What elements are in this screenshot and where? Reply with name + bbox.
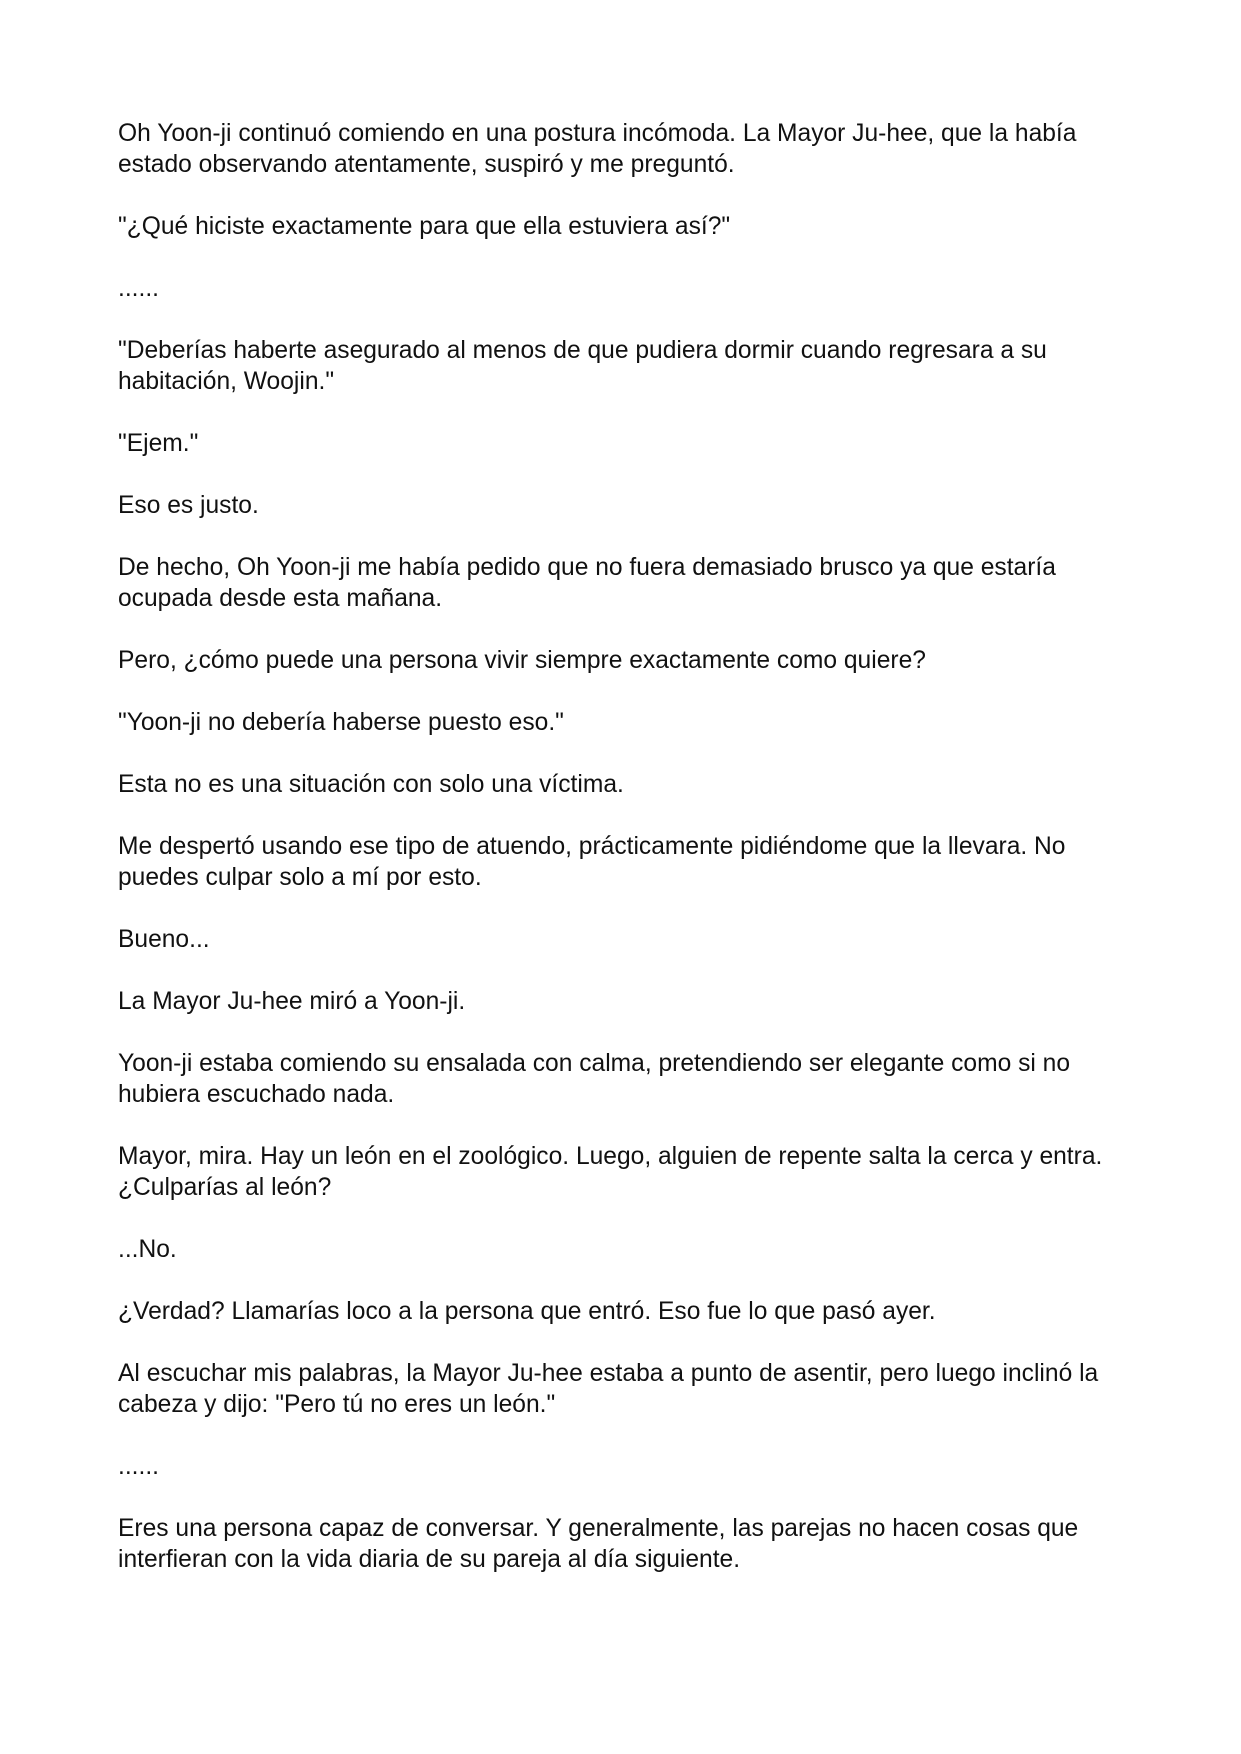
paragraph: Al escuchar mis palabras, la Mayor Ju-hee estaba a punto de asentir, pero luego inclinó la cabeza y dijo: "Pero tú no eres un león." <box>118 1360 1099 1418</box>
paragraph: "Deberías haberte asegurado al menos de que pudiera dormir cuando regresara a su habitación, Woojin." <box>118 337 1047 395</box>
paragraph: Me despertó usando ese tipo de atuendo, prácticamente pidiéndome que la llevara. No puedes culpar solo a mí por esto. <box>118 833 1066 891</box>
paragraph: "Ejem." <box>118 430 199 457</box>
paragraph: Pero, ¿cómo puede una persona vivir siempre exactamente como quiere? <box>118 647 926 674</box>
paragraph: Bueno... <box>118 926 210 953</box>
paragraph: De hecho, Oh Yoon-ji me había pedido que no fuera demasiado brusco ya que estaría ocupada desde esta mañana. <box>118 554 1056 612</box>
paragraph: Eso es justo. <box>118 492 259 519</box>
paragraph: Eres una persona capaz de conversar. Y generalmente, las parejas no hacen cosas que interfieran con la vida diaria de su pareja al día siguiente. <box>118 1515 1079 1573</box>
paragraph: ...No. <box>118 1236 177 1263</box>
paragraph: Esta no es una situación con solo una víctima. <box>118 771 624 798</box>
paragraph: ...... <box>118 275 159 302</box>
paragraph: Mayor, mira. Hay un león en el zoológico. Luego, alguien de repente salta la cerca y entra. ¿Culparías al león? <box>118 1143 1103 1201</box>
paragraph: "¿Qué hiciste exactamente para que ella estuviera así?" <box>118 213 731 240</box>
paragraph: ...... <box>118 1453 159 1480</box>
paragraph: Oh Yoon-ji continuó comiendo en una postura incómoda. La Mayor Ju-hee, que la había estado observando atentamente, suspiró y me preguntó. <box>118 120 1077 178</box>
paragraph: La Mayor Ju-hee miró a Yoon-ji. <box>118 988 466 1015</box>
paragraph: Yoon-ji estaba comiendo su ensalada con calma, pretendiendo ser elegante como si no hubiera escuchado nada. <box>118 1050 1071 1108</box>
paragraph: "Yoon-ji no debería haberse puesto eso." <box>118 709 564 736</box>
paragraph: ¿Verdad? Llamarías loco a la persona que entró. Eso fue lo que pasó ayer. <box>118 1298 936 1325</box>
